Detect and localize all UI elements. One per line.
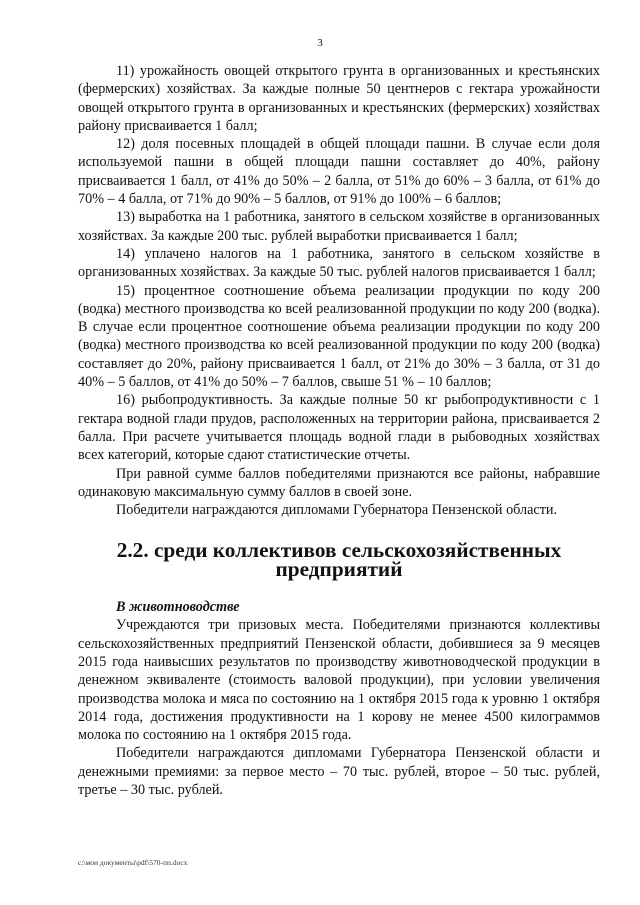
footer-file-path: c:\мои документы\pdf\570-пп.docx — [78, 858, 188, 867]
list-item-12: 12) доля посевных площадей в общей площади пашни. В случае если доля используемой пашни в общей площади пашни составляет до 40%, району присваивается 1 балл, от 41% до 50% – 2 балла, от 51% до 60% – 3 балла, от 61% до 70% – 4 балла, от 71% до 90% – 5 баллов, от 91% до 100% – 6 баллов; — [78, 136, 600, 208]
subsection-heading: В животноводстве — [116, 599, 240, 616]
list-item-16: 16) рыбопродуктивность. За каждые полные 50 кг рыбопродуктивности с 1 гектара водной глади прудов, расположенных на территории района, присваивается 2 балла. При расчете учитывается площадь водной глади в рыбоводных хозяйствах всех категорий, которые сдают статистические отчеты. — [78, 392, 600, 464]
money-awards-paragraph: Победители награждаются дипломами Губернатора Пензенской области и денежными премиями: за первое место – 70 тыс. рублей, второе – 50 тыс. рублей, третье – 30 тыс. рублей. — [78, 745, 600, 798]
list-item-14: 14) уплачено налогов на 1 работника, занятого в сельском хозяйстве в организованных хозяйствах. За каждые 50 тыс. рублей налогов присваивается 1 балл; — [78, 245, 600, 281]
list-item-11: 11) урожайность овощей открытого грунта в организованных и крестьянских (фермерских) хозяйствах. За каждые полные 50 центнеров с гектара урожайности овощей открытого грунта в организованных и крестьянских (фермерских) хозяйствах району присваивается 1 балл; — [78, 63, 600, 134]
award-paragraph: Победители награждаются дипломами Губернатора Пензенской области. — [116, 502, 558, 519]
equal-score-paragraph: При равной сумме баллов победителями признаются все районы, набравшие одинаковую максимальную сумму баллов в своей зоне. — [78, 465, 600, 500]
prizes-paragraph: Учреждаются три призовых места. Победителями признаются коллективы сельскохозяйственных предприятий Пензенской области, добившиеся за 9 месяцев 2015 года наивысших результатов по производству животноводческой продукции в денежном эквиваленте (стоимость валовой продукции), при условии увеличения производства молока и мяса по состоянию на 1 октября 2015 года к уровню 1 октября 2014 года, достижения продуктивности на 1 корову не менее 4500 килограммов молока по состоянию на 1 октября 2015 года. — [78, 617, 600, 744]
page-number: 3 — [317, 37, 323, 49]
document-body — [78, 62, 600, 799]
section-heading: 2.2. среди коллективов сельскохозяйственных предприятий — [116, 538, 562, 581]
list-item-13: 13) выработка на 1 работника, занятого в сельском хозяйстве в организованных хозяйствах. За каждые 200 тыс. рублей выработки присваивается 1 балл; — [78, 209, 600, 244]
list-item-15: 15) процентное соотношение объема реализации продукции по коду 200 (водка) местного производства ко всей реализованной продукции по коду 200 (водка). В случае если процентное соотношение объема реализации продукции по коду 200 (водка) местного производства ко всей реализованной продукции по коду 200 (водка) составляет до 20%, району присваивается 1 балл, от 21% до 30% – 3 балла, от 31 до 40% – 5 баллов, от 41% до 50% – 7 баллов, свыше 51 % – 10 баллов; — [78, 282, 600, 391]
